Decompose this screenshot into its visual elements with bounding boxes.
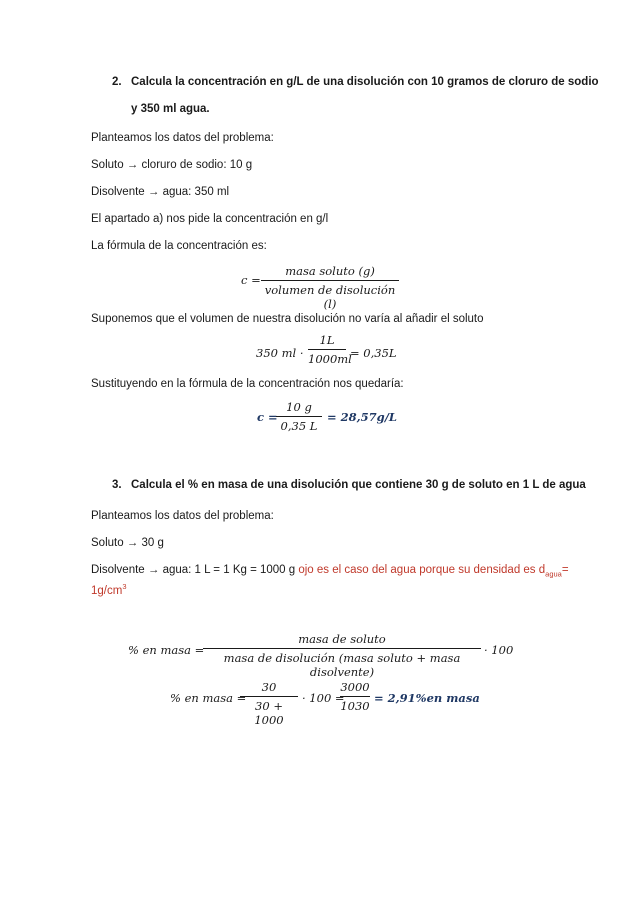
formula-result-numerator: 10 g	[286, 400, 312, 414]
q3-solvent-text: Disolvente → agua: 1 L = 1 Kg = 1000 g	[91, 564, 299, 576]
formula-percent-fraction	[203, 632, 481, 679]
formula-volume-fraction	[308, 333, 352, 366]
formula-percent-result-lhs: % en masa =	[170, 691, 247, 705]
question-3-number: 3.	[112, 479, 122, 491]
formula-result-denominator: 0,35 L	[280, 419, 318, 433]
q3-density-subscript: agua	[545, 569, 562, 579]
formula-volume-result: = 0,35L	[350, 346, 397, 360]
formula-percent-result-denominator-1: 30 + 1000	[254, 699, 284, 727]
q3-density-note: ojo es el caso del agua porque su densidad es d	[298, 564, 546, 576]
formula-result-lhs: c =	[257, 410, 278, 424]
formula-concentration-numerator: masa soluto (g)	[285, 264, 375, 278]
q2-data-intro: Planteamos los datos del problema:	[91, 132, 274, 144]
formula-percent-result-value: = 2,91%en masa	[374, 691, 480, 705]
question-2-number: 2.	[112, 76, 122, 88]
q3-data-intro: Planteamos los datos del problema:	[91, 510, 274, 522]
question-2-title-line1: Calcula la concentración en g/L de una disolución con 10 gramos de cloruro de sodio	[131, 76, 599, 88]
formula-percent-result-fraction-2	[340, 680, 370, 713]
q2-substitution-line: Sustituyendo en la fórmula de la concentración nos quedaría:	[91, 378, 404, 390]
formula-percent-result-fraction-1	[240, 680, 298, 727]
question-2-title-line2: y 350 ml agua.	[131, 103, 210, 115]
formula-concentration-fraction	[261, 264, 399, 311]
q3-density-exponent: 3	[122, 582, 127, 591]
q2-volume-assumption: Suponemos que el volumen de nuestra disolución no varía al añadir el soluto	[91, 313, 484, 325]
formula-percent-numerator: masa de soluto	[298, 632, 386, 646]
formula-percent-result-denominator-2: 1030	[340, 699, 370, 713]
q2-solute-line: Soluto → cloruro de sodio: 10 g	[91, 159, 253, 171]
q3-density-value	[91, 582, 127, 597]
formula-volume-denominator: 1000ml	[308, 352, 352, 366]
q3-solute-line: Soluto → 30 g	[91, 537, 164, 549]
formula-percent-denominator: masa de disolución (masa soluto + masa disolvente)	[223, 651, 461, 679]
formula-concentration-denominator: volumen de disolución (l)	[264, 283, 396, 311]
formula-concentration-lhs: c =	[241, 273, 261, 287]
question-3-title: Calcula el % en masa de una disolución que contiene 30 g de soluto en 1 L de agua	[131, 479, 586, 491]
q2-section-a-line: El apartado a) nos pide la concentración en g/l	[91, 213, 329, 225]
formula-percent-multiplier: · 100	[484, 643, 514, 657]
formula-result-fraction	[276, 400, 322, 433]
q2-solvent-line: Disolvente → agua: 350 ml	[91, 186, 230, 198]
formula-volume-lhs: 350 ml ·	[256, 346, 304, 360]
formula-percent-lhs: % en masa =	[128, 643, 205, 657]
q3-density-equals: =	[561, 564, 569, 576]
formula-result-value: = 28,57g/L	[327, 410, 397, 424]
formula-percent-result-numerator-2: 3000	[340, 680, 370, 694]
formula-percent-result-middle: · 100 =	[302, 691, 345, 705]
q3-density-unit: 1g/cm	[91, 584, 123, 597]
q2-formula-intro: La fórmula de la concentración es:	[91, 240, 267, 252]
formula-volume-numerator: 1L	[319, 333, 335, 347]
formula-percent-result-numerator-1: 30	[261, 680, 277, 694]
q3-solvent-line	[91, 564, 569, 578]
